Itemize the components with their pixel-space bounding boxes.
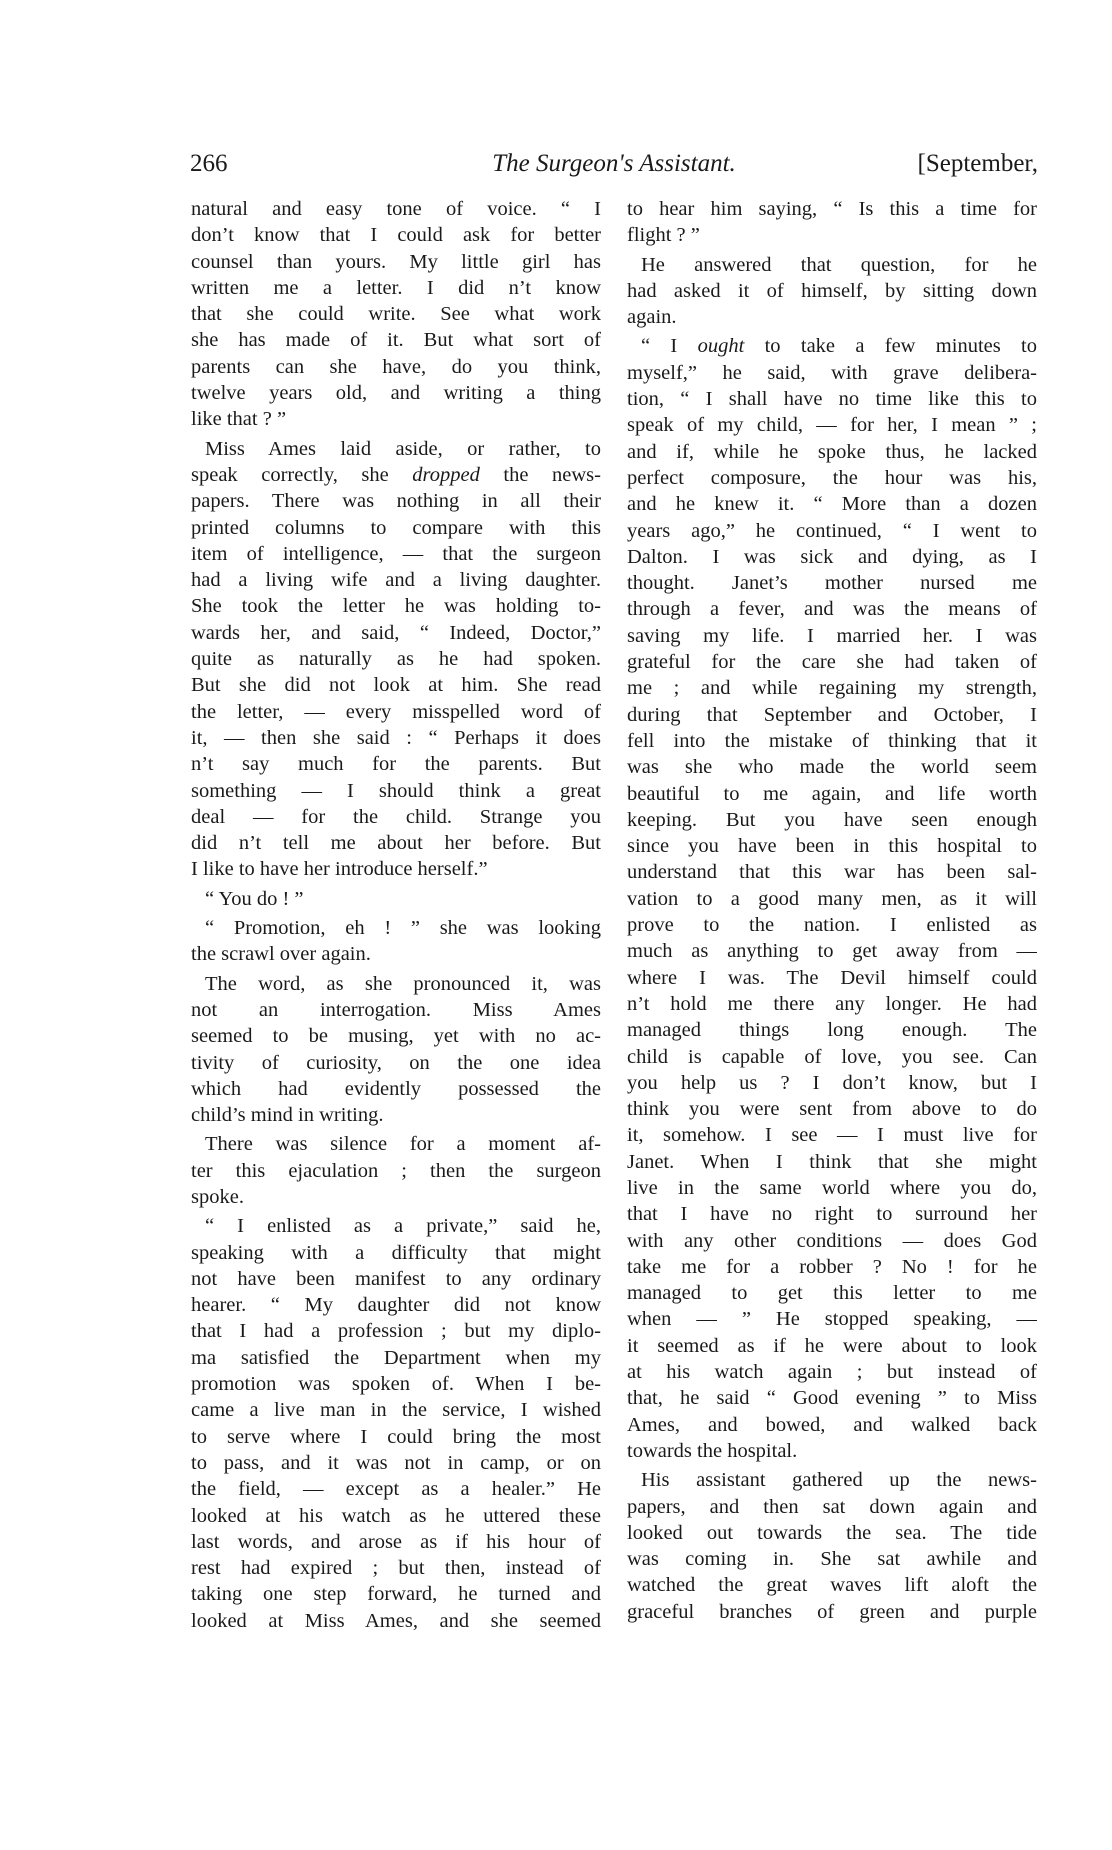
text-line: not have been manifest to any ordinary bbox=[191, 1267, 601, 1290]
text-line: don’t know that I could ask for better bbox=[191, 224, 601, 247]
text-line: not an interrogation. Miss Ames bbox=[191, 998, 601, 1021]
text-line: had a living wife and a living daughter. bbox=[191, 569, 601, 592]
text-column-right bbox=[627, 196, 1037, 1628]
paragraph bbox=[191, 1131, 601, 1210]
text-line: wards her, and said, “ Indeed, Doctor,” bbox=[191, 621, 601, 644]
text-line: rest had expired ; but then, instead of bbox=[191, 1557, 601, 1580]
text-line: like that ? ” bbox=[191, 408, 287, 431]
text-line: beautiful to me again, and life worth bbox=[627, 782, 1037, 805]
text-line: towards the hospital. bbox=[627, 1439, 798, 1462]
text-line: managed to get this letter to me bbox=[627, 1282, 1037, 1305]
text-line: looked out towards the sea. The tide bbox=[627, 1521, 1037, 1544]
text-line: n’t hold me there any longer. He had bbox=[627, 992, 1037, 1015]
text-segment: to take a few minutes to bbox=[744, 335, 1037, 358]
text-line: There was silence for a moment af- bbox=[205, 1133, 601, 1156]
text-line: something — I should think a great bbox=[191, 779, 601, 802]
text-line: hearer. “ My daughter did not know bbox=[191, 1294, 601, 1317]
text-line: managed things long enough. The bbox=[627, 1019, 1037, 1042]
text-line: with any other conditions — does God bbox=[627, 1229, 1037, 1252]
text-line: thought. Janet’s mother nursed me bbox=[627, 572, 1037, 595]
text-line: ma satisfied the Department when my bbox=[191, 1346, 601, 1369]
text-line: last words, and arose as if his hour of bbox=[191, 1530, 601, 1553]
text-line: myself,” he said, with grave delibera- bbox=[627, 361, 1037, 384]
text-line: did n’t tell me about her before. But bbox=[191, 832, 601, 855]
text-line: she has made of it. But what sort of bbox=[191, 329, 601, 352]
text-line: n’t say much for the parents. But bbox=[191, 753, 601, 776]
text-line: Dalton. I was sick and dying, as I bbox=[627, 545, 1037, 568]
text-line: take me for a robber ? No ! for he bbox=[627, 1255, 1037, 1278]
text-line: much as anything to get away from — bbox=[627, 940, 1037, 963]
text-line: item of intelligence, — that the surgeon bbox=[191, 542, 601, 565]
text-line: tivity of curiosity, on the one idea bbox=[191, 1051, 601, 1074]
text-line: during that September and October, I bbox=[627, 703, 1037, 726]
text-line: years ago,” he continued, “ I went to bbox=[627, 519, 1037, 542]
text-line: when — ” He stopped speaking, — bbox=[627, 1308, 1037, 1331]
text-line: tion, “ I shall have no time like this to bbox=[627, 388, 1037, 411]
text-line: fell into the mistake of thinking that it bbox=[627, 729, 1037, 752]
text-line: and he knew it. “ More than a dozen bbox=[627, 493, 1037, 516]
text-line: “ You do ! ” bbox=[205, 887, 304, 910]
text-line: the scrawl over again. bbox=[191, 943, 371, 966]
text-line: I like to have her introduce herself.” bbox=[191, 858, 488, 881]
text-line bbox=[627, 333, 1037, 359]
paragraph bbox=[191, 436, 601, 883]
text-line: watched the great waves lift aloft the bbox=[627, 1574, 1037, 1597]
text-line: counsel than yours. My little girl has bbox=[191, 250, 601, 273]
text-line: at his watch again ; but instead of bbox=[627, 1361, 1037, 1384]
text-line: vation to a good many men, as it will bbox=[627, 887, 1037, 910]
text-line: you help us ? I don’t know, but I bbox=[627, 1071, 1037, 1094]
text-line: and if, while he spoke thus, he lacked bbox=[627, 440, 1037, 463]
text-line: again. bbox=[627, 306, 677, 329]
text-column-left bbox=[191, 196, 601, 1637]
paragraph bbox=[191, 196, 601, 433]
text-line: papers, and then sat down again and bbox=[627, 1495, 1037, 1518]
text-line: She took the letter he was holding to- bbox=[191, 595, 601, 618]
text-line: saving my life. I married her. I was bbox=[627, 624, 1037, 647]
text-line: spoke. bbox=[191, 1185, 244, 1208]
text-line: that I had a profession ; but my diplo- bbox=[191, 1320, 601, 1343]
paragraph bbox=[191, 971, 601, 1129]
text-line: taking one step forward, he turned and bbox=[191, 1583, 601, 1606]
text-line: flight ? ” bbox=[627, 224, 700, 247]
text-line: it, — then she said : “ Perhaps it does bbox=[191, 726, 601, 749]
text-line: the letter, — every misspelled word of bbox=[191, 700, 601, 723]
page-number: 266 bbox=[190, 150, 228, 177]
text-line: the field, — except as a healer.” He bbox=[191, 1478, 601, 1501]
text-line: looked at Miss Ames, and she seemed bbox=[191, 1609, 601, 1632]
text-line: was coming in. She sat awhile and bbox=[627, 1548, 1037, 1571]
running-title: The Surgeon's Assistant. bbox=[492, 150, 736, 177]
text-line bbox=[191, 462, 601, 488]
text-line: “ I enlisted as a private,” said he, bbox=[205, 1215, 601, 1238]
text-line: where I was. The Devil himself could bbox=[627, 966, 1037, 989]
text-line: He answered that question, for he bbox=[641, 253, 1037, 276]
text-line: to pass, and it was not in camp, or on bbox=[191, 1451, 601, 1474]
text-line: child is capable of love, you see. Can bbox=[627, 1045, 1037, 1068]
emphasized-word: ought bbox=[697, 335, 745, 358]
text-line: parents can she have, do you think, bbox=[191, 355, 601, 378]
text-line: it seemed as if he were about to look bbox=[627, 1334, 1037, 1357]
text-line: came a live man in the service, I wished bbox=[191, 1399, 601, 1422]
text-line: was she who made the world seem bbox=[627, 756, 1037, 779]
text-segment: speak correctly, she bbox=[191, 463, 413, 486]
text-line: child’s mind in writing. bbox=[191, 1104, 384, 1127]
text-line: live in the same world where you do, bbox=[627, 1176, 1037, 1199]
text-line: to serve where I could bring the most bbox=[191, 1425, 601, 1448]
text-line: think you were sent from above to do bbox=[627, 1098, 1037, 1121]
text-line: papers. There was nothing in all their bbox=[191, 490, 601, 513]
text-line: speaking with a difficulty that might bbox=[191, 1241, 601, 1264]
text-line: prove to the nation. I enlisted as bbox=[627, 914, 1037, 937]
text-line: perfect composure, the hour was his, bbox=[627, 466, 1037, 489]
text-line: printed columns to compare with this bbox=[191, 516, 601, 539]
text-line: since you have been in this hospital to bbox=[627, 835, 1037, 858]
text-line: ter this ejaculation ; then the surgeon bbox=[191, 1159, 601, 1182]
paragraph bbox=[191, 886, 601, 912]
paragraph bbox=[191, 1213, 601, 1634]
text-line: “ Promotion, eh ! ” she was looking bbox=[205, 917, 601, 940]
text-line: Janet. When I think that she might bbox=[627, 1150, 1037, 1173]
text-line: keeping. But you have seen enough bbox=[627, 808, 1037, 831]
text-line: graceful branches of green and purple bbox=[627, 1600, 1037, 1623]
text-line: quite as naturally as he had spoken. bbox=[191, 648, 601, 671]
running-head bbox=[190, 150, 1038, 184]
text-line: seemed to be musing, yet with no ac- bbox=[191, 1025, 601, 1048]
text-line: looked at his watch as he uttered these bbox=[191, 1504, 601, 1527]
text-segment: the news- bbox=[479, 463, 601, 486]
text-line: to hear him saying, “ Is this a time for bbox=[627, 198, 1037, 220]
paragraph bbox=[191, 915, 601, 968]
text-line: promotion was spoken of. When I be- bbox=[191, 1373, 601, 1396]
paragraph bbox=[627, 333, 1037, 1464]
paragraph bbox=[627, 252, 1037, 331]
text-line: Ames, and bowed, and walked back bbox=[627, 1413, 1037, 1436]
text-line: speak of my child, — for her, I mean ” ; bbox=[627, 414, 1037, 437]
text-line: written me a letter. I did n’t know bbox=[191, 276, 601, 299]
emphasized-word: dropped bbox=[412, 463, 480, 486]
paragraph bbox=[627, 1467, 1037, 1625]
text-line: understand that this war has been sal- bbox=[627, 861, 1037, 884]
text-line: which had evidently possessed the bbox=[191, 1077, 601, 1100]
text-line: me ; and while regaining my strength, bbox=[627, 677, 1037, 700]
text-line: The word, as she pronounced it, was bbox=[205, 972, 601, 995]
text-line: Miss Ames laid aside, or rather, to bbox=[205, 437, 601, 460]
text-line: natural and easy tone of voice. “ I bbox=[191, 198, 601, 220]
text-segment: “ I bbox=[641, 335, 698, 358]
text-line: had asked it of himself, by sitting down bbox=[627, 279, 1037, 302]
text-line: His assistant gathered up the news- bbox=[641, 1469, 1037, 1492]
text-line: grateful for the care she had taken of bbox=[627, 651, 1037, 674]
text-line: that I have no right to surround her bbox=[627, 1203, 1037, 1226]
text-line: that, he said “ Good evening ” to Miss bbox=[627, 1387, 1037, 1410]
running-month: [September, bbox=[917, 150, 1038, 177]
text-line: But she did not look at him. She read bbox=[191, 674, 601, 697]
text-line: it, somehow. I see — I must live for bbox=[627, 1124, 1037, 1147]
paragraph bbox=[627, 196, 1037, 249]
text-line: through a fever, and was the means of bbox=[627, 598, 1037, 621]
text-line: that she could write. See what work bbox=[191, 303, 601, 326]
text-line: deal — for the child. Strange you bbox=[191, 805, 601, 828]
text-line: twelve years old, and writing a thing bbox=[191, 382, 601, 405]
